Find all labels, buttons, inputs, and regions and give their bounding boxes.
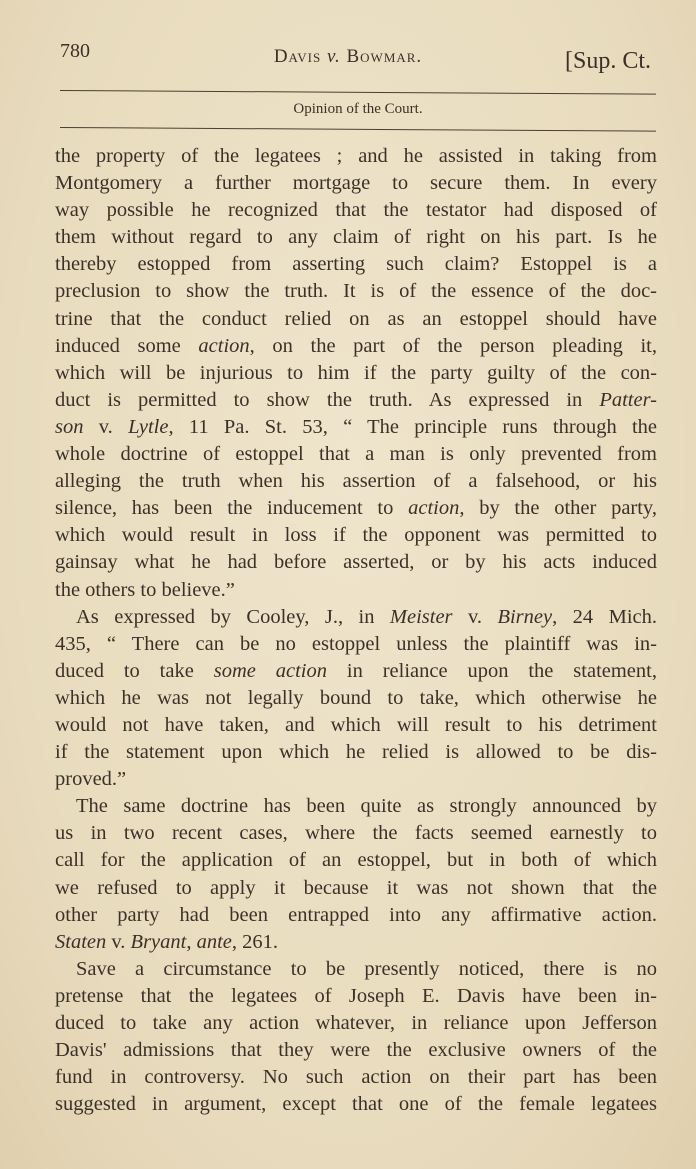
text-segment: 435, “ There can be no estoppel unless the plaintiff was in-: [55, 632, 657, 655]
text-segment: pretense that the legatees of Joseph E. Davis have been in-: [55, 984, 657, 1007]
text-segment: the property of the legatees ; and he assisted in taking from: [55, 145, 657, 167]
text-line: [55, 1037, 657, 1064]
text-segment: whole doctrine of estoppel that a man is only prevented from: [55, 443, 657, 466]
text-line: [55, 414, 657, 441]
text-segment: thereby estopped from asserting such claim? Estoppel is a: [55, 253, 657, 276]
text-line: [55, 793, 657, 820]
text-segment: suggested in argument, except that one of the female legatees: [55, 1093, 657, 1116]
text-segment: , 11 Pa. St. 53, “ The principle runs through the: [168, 415, 658, 438]
text-segment: preclusion to show the truth. It is of the essence of the doc-: [55, 280, 657, 303]
text-segment: gainsay what he had before asserted, or by his acts induced: [55, 551, 657, 574]
text-line: [55, 143, 657, 170]
text-segment: v.: [83, 415, 129, 438]
text-line: [55, 685, 657, 712]
text-segment: in reliance upon the statement,: [326, 659, 657, 682]
text-line: [55, 712, 657, 739]
title-party-1: Davis: [273, 46, 322, 67]
text-segment: trine that the conduct relied on as an estoppel should have: [55, 307, 657, 330]
text-line: [55, 929, 657, 956]
text-segment: v.: [106, 930, 131, 953]
text-segment: duced to take: [55, 659, 214, 682]
text-segment: duct is permitted to show the truth. As expressed in: [55, 388, 600, 411]
text-line: [55, 170, 657, 197]
text-segment: other party had been entrapped into any affirmative action.: [55, 903, 657, 926]
text-line: [55, 333, 657, 360]
text-segment: duced to take any action whatever, in reliance upon Jefferson: [55, 1012, 657, 1034]
subheading: Opinion of the Court.: [293, 101, 423, 117]
text-line: [55, 306, 657, 333]
text-line: [55, 766, 657, 793]
text-line: [55, 577, 657, 604]
text-line: [55, 1064, 657, 1091]
text-line: [55, 631, 657, 658]
text-segment: them without regard to any claim of right on his part. Is he: [55, 226, 657, 249]
text-line: [55, 522, 657, 549]
italic-text: Patter-: [599, 388, 657, 411]
text-segment: we refused to apply it because it was not shown that the: [55, 876, 657, 899]
text-line: [55, 1091, 657, 1118]
italic-text: son: [55, 415, 84, 438]
text-segment: induced some: [55, 334, 199, 357]
italic-text: Birney: [497, 605, 553, 628]
text-segment: , on the part of the person pleading it,: [249, 334, 658, 357]
text-segment: which would result in loss if the opponent was permitted to: [55, 524, 657, 547]
text-segment: , 261.: [231, 930, 279, 953]
text-segment: , 24 Mich.: [552, 605, 658, 628]
text-line: [55, 956, 657, 983]
text-line: [55, 875, 657, 902]
text-segment: the others to believe.”: [55, 578, 235, 601]
text-segment: fund in controversy. No such action on their part has been: [55, 1066, 657, 1089]
text-line: [55, 360, 657, 387]
text-line: [55, 739, 657, 766]
text-line: [55, 658, 657, 685]
text-segment: which will be injurious to him if the party guilty of the con-: [55, 361, 657, 384]
court-label: [Sup. Ct.: [565, 48, 652, 74]
title-versus: v.: [326, 46, 341, 67]
italic-text: Bryant: [130, 930, 187, 953]
italic-text: action: [408, 497, 460, 520]
text-segment: silence, has been the inducement to: [55, 497, 409, 520]
text-line: [55, 549, 657, 576]
text-segment: alleging the truth when his assertion of a falsehood, or his: [55, 470, 657, 493]
text-line: [55, 224, 657, 251]
text-line: [55, 251, 657, 278]
italic-text: Staten: [55, 930, 107, 953]
italic-text: action: [198, 334, 250, 357]
text-segment: , by the other party,: [459, 497, 657, 520]
header-rule-bottom: [60, 127, 656, 132]
text-segment: Davis' admissions that they were the exclusive owners of the: [55, 1039, 657, 1062]
text-segment: call for the application of an estoppel, but in both of which: [55, 849, 657, 872]
text-segment: if the statement upon which he relied is allowed to be dis-: [55, 741, 657, 764]
text-segment: which he was not legally bound to take, which otherwise he: [55, 686, 657, 709]
text-line: [55, 495, 657, 522]
text-line: [55, 441, 657, 468]
text-line: [55, 197, 657, 224]
title-party-2: Bowmar.: [346, 46, 423, 67]
page-number: 780: [60, 40, 90, 62]
body-text: [55, 143, 657, 1118]
text-segment: way possible he recognized that the testator had disposed of: [55, 199, 657, 222]
text-segment: would not have taken, and which will result to his detriment: [55, 713, 657, 736]
text-segment: proved.”: [55, 768, 127, 791]
text-line: [55, 820, 657, 847]
text-segment: v.: [452, 605, 498, 628]
text-line: [55, 983, 657, 1010]
text-segment: As expressed by Cooley, J., in: [76, 605, 390, 628]
text-line: [55, 902, 657, 929]
text-segment: ,: [186, 930, 197, 953]
text-line: [55, 278, 657, 305]
text-segment: Montgomery a further mortgage to secure them. In every: [55, 172, 657, 195]
italic-text: ante: [196, 930, 232, 953]
text-line: [55, 604, 657, 631]
text-segment: The same doctrine has been quite as strongly announced by: [76, 795, 657, 818]
text-line: [55, 847, 657, 874]
text-segment: us in two recent cases, where the facts seemed earnestly to: [55, 822, 657, 845]
text-line: [55, 1010, 657, 1037]
italic-text: some action: [213, 659, 327, 682]
text-line: [55, 387, 657, 414]
text-line: [55, 468, 657, 495]
header-rule-top: [60, 90, 656, 95]
text-segment: Save a circumstance to be presently noticed, there is no: [76, 957, 657, 980]
italic-text: Meister: [389, 605, 453, 628]
italic-text: Lytle: [128, 415, 169, 438]
